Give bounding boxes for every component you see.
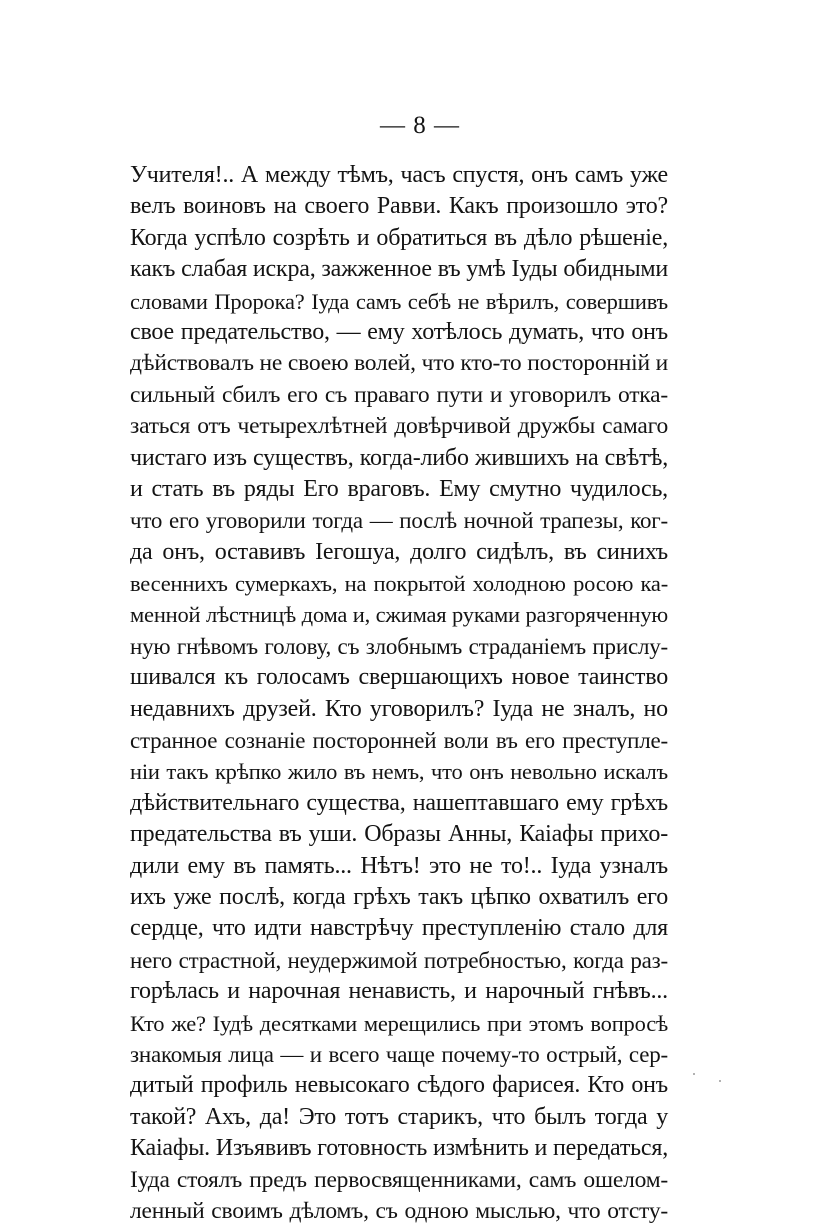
text-line: менной лѣстницѣ дома и, сжимая руками разгоряченную	[130, 602, 668, 628]
text-line: свое предательство, — ему хотѣлось думать, что онъ	[130, 318, 668, 345]
text-line: дитый профиль невысокаго сѣдого фарисея. Кто онъ	[130, 1072, 668, 1099]
text-line: такой? Ахъ, да! Это тотъ старикъ, что былъ тогда у	[130, 1103, 668, 1130]
scan-speck	[693, 1073, 695, 1075]
text-line: горѣлась и нарочная ненависть, и нарочный гнѣвъ...	[130, 978, 668, 1005]
text-line: весеннихъ сумеркахъ, на покрытой холодною росою ка-	[130, 571, 668, 597]
text-line: ленный своимъ дѣломъ, съ одною мыслью, что отсту-	[130, 1197, 668, 1224]
text-line: велъ воиновъ на своего Равви. Какъ произошло это?	[130, 193, 668, 220]
text-line: какъ слабая искра, зажженное въ умѣ Іуды обидными	[130, 256, 668, 283]
text-line: шивался къ голосамъ свершающихъ новое таинство	[130, 664, 668, 691]
text-line: словами Пророка? Іуда самъ себѣ не вѣрилъ, совершивъ	[130, 288, 668, 314]
text-line: заться отъ четырехлѣтней довѣрчивой дружбы самаго	[130, 413, 668, 440]
text-line: знакомыя лица — и всего чаще почему-то острый, сер-	[130, 1041, 668, 1067]
text-line: что его уговорили тогда — послѣ ночной трапезы, ког-	[130, 508, 668, 534]
text-line: сильный сбилъ его съ праваго пути и уговорилъ отка-	[130, 381, 668, 408]
text-line: да онъ, оставивъ Іегошуа, долго сидѣлъ, въ синихъ	[130, 538, 668, 565]
body-text	[130, 160, 668, 1227]
text-line: Каіафы. Изъявивъ готовность измѣнить и передаться,	[130, 1135, 668, 1162]
text-line: Когда успѣло созрѣть и обратиться въ дѣло рѣшеніе,	[130, 224, 668, 251]
text-line: странное сознаніе посторонней воли въ его преступле-	[130, 728, 668, 754]
text-line: ную гнѣвомъ голову, съ злобнымъ страданіемъ прислу-	[130, 633, 668, 659]
page-number: — 8 —	[380, 112, 460, 139]
text-line: недавнихъ друзей. Кто уговорилъ? Іуда не зналъ, но	[130, 695, 668, 722]
text-line: чистаго изъ существъ, когда-либо жившихъ на свѣтѣ,	[130, 444, 668, 471]
text-line: Кто же? Іудѣ десятками мерещились при этомъ вопросѣ	[130, 1010, 668, 1036]
scan-speck	[719, 1080, 721, 1082]
text-line: дѣйствовалъ не своею волей, что кто-то посторонній и	[130, 350, 668, 377]
text-line: Іуда стоялъ предъ первосвященниками, самъ ошелом-	[130, 1166, 668, 1193]
text-line: и стать въ ряды Его враговъ. Ему смутно чудилось,	[130, 475, 668, 502]
text-line: Учителя!.. А между тѣмъ, часъ спустя, онъ самъ уже	[130, 162, 668, 188]
text-line: ихъ уже послѣ, когда грѣхъ такъ цѣпко охватилъ его	[130, 883, 668, 910]
text-line: него страстной, неудержимой потребностью, когда раз-	[130, 947, 668, 973]
text-line: сердце, что идти навстрѣчу преступленію стало для	[130, 915, 668, 942]
text-line: дили ему въ память... Нѣтъ! это не то!.. Іуда узналъ	[130, 852, 668, 879]
text-line: дѣйствительнаго существа, нашептавшаго ему грѣхъ	[130, 789, 668, 816]
text-line: ніи такъ крѣпко жило въ немъ, что онъ невольно искалъ	[130, 759, 668, 785]
text-line: предательства въ уши. Образы Анны, Каіафы прихо-	[130, 821, 668, 848]
